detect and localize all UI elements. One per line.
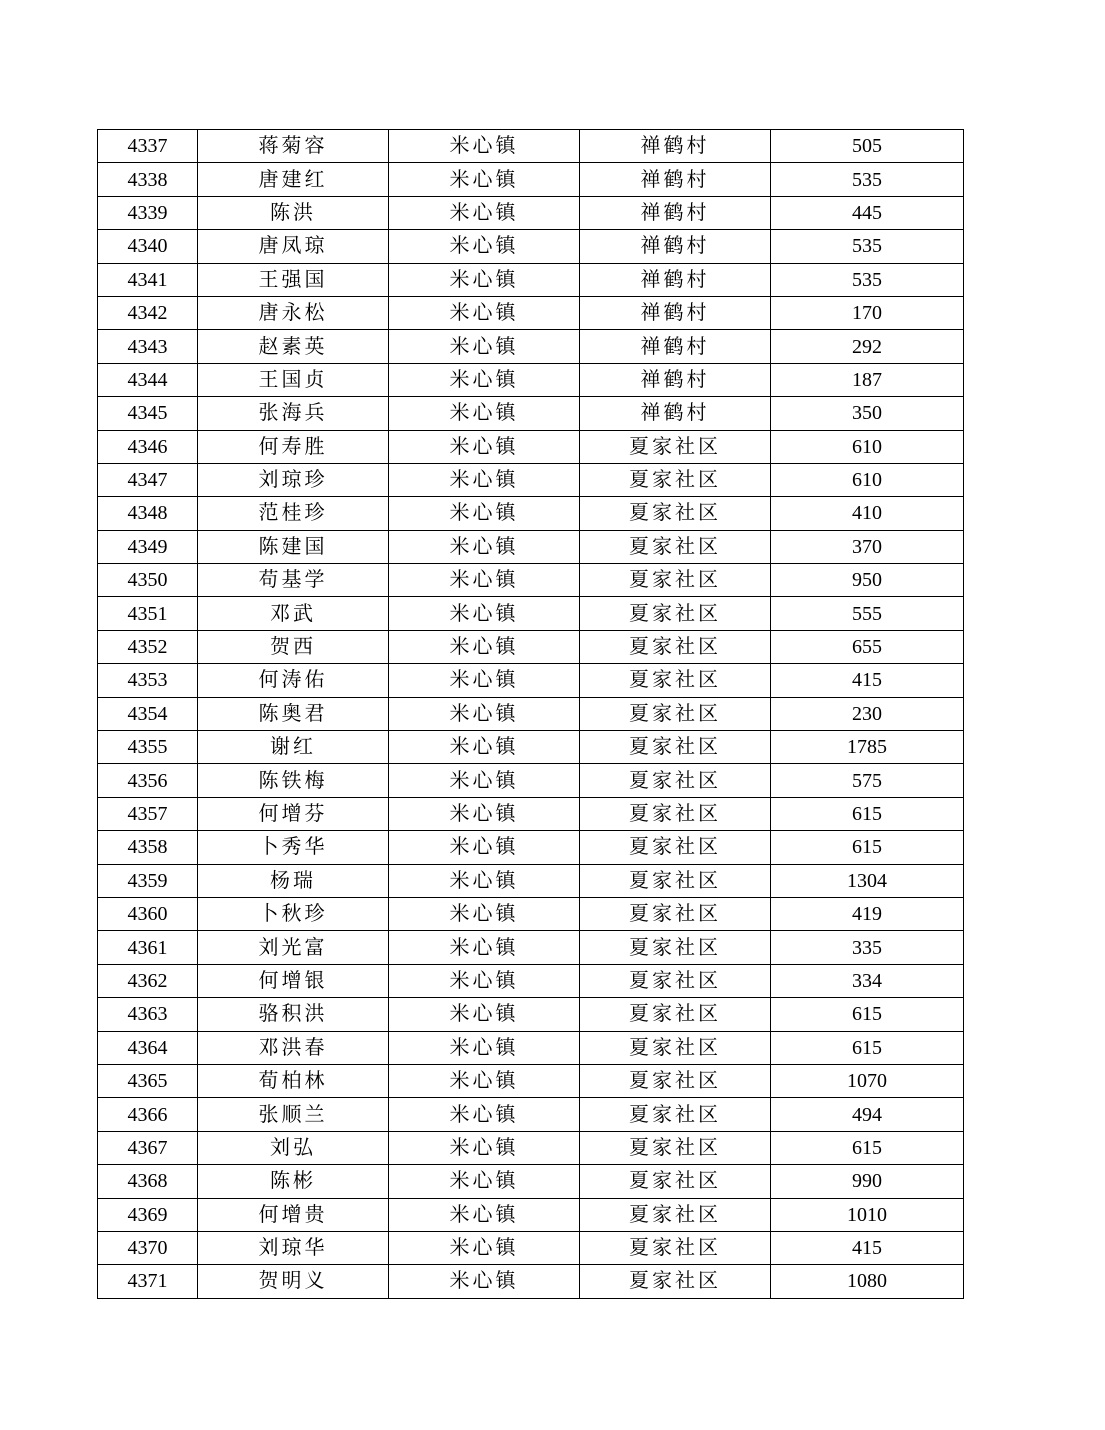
town-cell: 米心镇	[389, 130, 580, 163]
town-cell: 米心镇	[389, 931, 580, 964]
serial-number-cell: 4353	[98, 664, 198, 697]
town-cell: 米心镇	[389, 430, 580, 463]
name-cell: 唐建红	[198, 163, 389, 196]
amount-cell: 445	[771, 196, 964, 229]
name-cell: 王国贞	[198, 363, 389, 396]
serial-number-cell: 4370	[98, 1231, 198, 1264]
amount-cell: 950	[771, 564, 964, 597]
name-cell: 何涛佑	[198, 664, 389, 697]
name-cell: 唐凤琼	[198, 230, 389, 263]
table-row	[98, 363, 964, 396]
town-cell: 米心镇	[389, 363, 580, 396]
table-row	[98, 330, 964, 363]
name-cell: 张海兵	[198, 397, 389, 430]
serial-number-cell: 4367	[98, 1131, 198, 1164]
village-cell: 夏家社区	[580, 497, 771, 530]
table-row	[98, 1064, 964, 1097]
town-cell: 米心镇	[389, 230, 580, 263]
village-cell: 禅鹤村	[580, 263, 771, 296]
table-row	[98, 1031, 964, 1064]
town-cell: 米心镇	[389, 864, 580, 897]
serial-number-cell: 4354	[98, 697, 198, 730]
town-cell: 米心镇	[389, 1131, 580, 1164]
amount-cell: 415	[771, 1231, 964, 1264]
village-cell: 禅鹤村	[580, 163, 771, 196]
amount-cell: 1070	[771, 1064, 964, 1097]
village-cell: 夏家社区	[580, 697, 771, 730]
table-row	[98, 1231, 964, 1264]
amount-cell: 1080	[771, 1265, 964, 1298]
amount-cell: 335	[771, 931, 964, 964]
amount-cell: 1785	[771, 731, 964, 764]
amount-cell: 415	[771, 664, 964, 697]
table-row	[98, 130, 964, 163]
amount-cell: 610	[771, 463, 964, 496]
amount-cell: 615	[771, 831, 964, 864]
table-body	[98, 130, 964, 1299]
table-row	[98, 163, 964, 196]
town-cell: 米心镇	[389, 1165, 580, 1198]
table-row	[98, 530, 964, 563]
name-cell: 唐永松	[198, 296, 389, 329]
village-cell: 夏家社区	[580, 931, 771, 964]
name-cell: 贺西	[198, 630, 389, 663]
serial-number-cell: 4340	[98, 230, 198, 263]
serial-number-cell: 4345	[98, 397, 198, 430]
village-cell: 夏家社区	[580, 1198, 771, 1231]
village-cell: 禅鹤村	[580, 196, 771, 229]
amount-cell: 170	[771, 296, 964, 329]
amount-cell: 535	[771, 163, 964, 196]
table-row	[98, 964, 964, 997]
table-row	[98, 463, 964, 496]
serial-number-cell: 4349	[98, 530, 198, 563]
serial-number-cell: 4341	[98, 263, 198, 296]
village-cell: 夏家社区	[580, 998, 771, 1031]
name-cell: 陈洪	[198, 196, 389, 229]
village-cell: 夏家社区	[580, 864, 771, 897]
town-cell: 米心镇	[389, 897, 580, 930]
village-cell: 夏家社区	[580, 430, 771, 463]
town-cell: 米心镇	[389, 263, 580, 296]
table-row	[98, 397, 964, 430]
town-cell: 米心镇	[389, 1265, 580, 1298]
town-cell: 米心镇	[389, 1198, 580, 1231]
table-row	[98, 731, 964, 764]
amount-cell: 1304	[771, 864, 964, 897]
table-row	[98, 697, 964, 730]
amount-cell: 334	[771, 964, 964, 997]
serial-number-cell: 4358	[98, 831, 198, 864]
village-cell: 夏家社区	[580, 1064, 771, 1097]
amount-cell: 615	[771, 1131, 964, 1164]
village-cell: 夏家社区	[580, 630, 771, 663]
name-cell: 蒋菊容	[198, 130, 389, 163]
serial-number-cell: 4360	[98, 897, 198, 930]
town-cell: 米心镇	[389, 1098, 580, 1131]
serial-number-cell: 4368	[98, 1165, 198, 1198]
name-cell: 杨瑞	[198, 864, 389, 897]
village-cell: 夏家社区	[580, 463, 771, 496]
table-row	[98, 864, 964, 897]
amount-cell: 575	[771, 764, 964, 797]
amount-cell: 1010	[771, 1198, 964, 1231]
village-cell: 夏家社区	[580, 1031, 771, 1064]
town-cell: 米心镇	[389, 731, 580, 764]
village-cell: 夏家社区	[580, 797, 771, 830]
amount-cell: 350	[771, 397, 964, 430]
name-cell: 范桂珍	[198, 497, 389, 530]
name-cell: 陈铁梅	[198, 764, 389, 797]
name-cell: 王强国	[198, 263, 389, 296]
table-row	[98, 897, 964, 930]
village-cell: 夏家社区	[580, 897, 771, 930]
serial-number-cell: 4369	[98, 1198, 198, 1231]
name-cell: 邓武	[198, 597, 389, 630]
amount-cell: 410	[771, 497, 964, 530]
amount-cell: 535	[771, 230, 964, 263]
name-cell: 贺明义	[198, 1265, 389, 1298]
serial-number-cell: 4350	[98, 564, 198, 597]
name-cell: 何增银	[198, 964, 389, 997]
amount-cell: 615	[771, 1031, 964, 1064]
table-row	[98, 630, 964, 663]
name-cell: 卜秋珍	[198, 897, 389, 930]
town-cell: 米心镇	[389, 163, 580, 196]
serial-number-cell: 4351	[98, 597, 198, 630]
town-cell: 米心镇	[389, 564, 580, 597]
table-row	[98, 564, 964, 597]
village-cell: 夏家社区	[580, 664, 771, 697]
amount-cell: 615	[771, 998, 964, 1031]
serial-number-cell: 4346	[98, 430, 198, 463]
serial-number-cell: 4364	[98, 1031, 198, 1064]
table-row	[98, 296, 964, 329]
name-cell: 刘琼珍	[198, 463, 389, 496]
name-cell: 刘琼华	[198, 1231, 389, 1264]
serial-number-cell: 4362	[98, 964, 198, 997]
town-cell: 米心镇	[389, 463, 580, 496]
amount-cell: 187	[771, 363, 964, 396]
name-cell: 赵素英	[198, 330, 389, 363]
town-cell: 米心镇	[389, 764, 580, 797]
serial-number-cell: 4347	[98, 463, 198, 496]
serial-number-cell: 4355	[98, 731, 198, 764]
amount-cell: 615	[771, 797, 964, 830]
amount-cell: 655	[771, 630, 964, 663]
town-cell: 米心镇	[389, 797, 580, 830]
table-row	[98, 196, 964, 229]
village-cell: 夏家社区	[580, 764, 771, 797]
table-row	[98, 1165, 964, 1198]
village-cell: 禅鹤村	[580, 230, 771, 263]
name-cell: 陈奥君	[198, 697, 389, 730]
village-cell: 夏家社区	[580, 1131, 771, 1164]
amount-cell: 990	[771, 1165, 964, 1198]
village-cell: 禅鹤村	[580, 397, 771, 430]
amount-cell: 610	[771, 430, 964, 463]
town-cell: 米心镇	[389, 497, 580, 530]
town-cell: 米心镇	[389, 196, 580, 229]
village-cell: 夏家社区	[580, 964, 771, 997]
town-cell: 米心镇	[389, 597, 580, 630]
table-row	[98, 931, 964, 964]
name-cell: 荀柏林	[198, 1064, 389, 1097]
amount-cell: 230	[771, 697, 964, 730]
table-row	[98, 1131, 964, 1164]
town-cell: 米心镇	[389, 998, 580, 1031]
serial-number-cell: 4348	[98, 497, 198, 530]
serial-number-cell: 4338	[98, 163, 198, 196]
serial-number-cell: 4365	[98, 1064, 198, 1097]
village-cell: 禅鹤村	[580, 330, 771, 363]
name-cell: 陈彬	[198, 1165, 389, 1198]
serial-number-cell: 4371	[98, 1265, 198, 1298]
serial-number-cell: 4356	[98, 764, 198, 797]
village-cell: 夏家社区	[580, 564, 771, 597]
name-cell: 苟基学	[198, 564, 389, 597]
amount-cell: 494	[771, 1098, 964, 1131]
name-cell: 张顺兰	[198, 1098, 389, 1131]
table-row	[98, 430, 964, 463]
table-row	[98, 831, 964, 864]
serial-number-cell: 4339	[98, 196, 198, 229]
village-cell: 夏家社区	[580, 831, 771, 864]
name-cell: 谢红	[198, 731, 389, 764]
serial-number-cell: 4363	[98, 998, 198, 1031]
serial-number-cell: 4357	[98, 797, 198, 830]
amount-cell: 505	[771, 130, 964, 163]
town-cell: 米心镇	[389, 530, 580, 563]
town-cell: 米心镇	[389, 397, 580, 430]
table-row	[98, 1265, 964, 1298]
town-cell: 米心镇	[389, 630, 580, 663]
amount-cell: 555	[771, 597, 964, 630]
village-cell: 夏家社区	[580, 530, 771, 563]
table-row	[98, 764, 964, 797]
name-cell: 刘弘	[198, 1131, 389, 1164]
name-cell: 陈建国	[198, 530, 389, 563]
amount-cell: 419	[771, 897, 964, 930]
village-cell: 夏家社区	[580, 1231, 771, 1264]
village-cell: 夏家社区	[580, 1098, 771, 1131]
village-cell: 夏家社区	[580, 597, 771, 630]
serial-number-cell: 4361	[98, 931, 198, 964]
name-cell: 何寿胜	[198, 430, 389, 463]
village-cell: 禅鹤村	[580, 363, 771, 396]
table-row	[98, 1098, 964, 1131]
name-cell: 刘光富	[198, 931, 389, 964]
table-row	[98, 497, 964, 530]
town-cell: 米心镇	[389, 831, 580, 864]
table-row	[98, 1198, 964, 1231]
village-cell: 夏家社区	[580, 1265, 771, 1298]
town-cell: 米心镇	[389, 1064, 580, 1097]
name-cell: 邓洪春	[198, 1031, 389, 1064]
data-table	[97, 129, 964, 1299]
town-cell: 米心镇	[389, 296, 580, 329]
name-cell: 卜秀华	[198, 831, 389, 864]
serial-number-cell: 4337	[98, 130, 198, 163]
town-cell: 米心镇	[389, 964, 580, 997]
town-cell: 米心镇	[389, 697, 580, 730]
serial-number-cell: 4352	[98, 630, 198, 663]
amount-cell: 292	[771, 330, 964, 363]
serial-number-cell: 4359	[98, 864, 198, 897]
serial-number-cell: 4343	[98, 330, 198, 363]
village-cell: 夏家社区	[580, 1165, 771, 1198]
amount-cell: 535	[771, 263, 964, 296]
town-cell: 米心镇	[389, 1031, 580, 1064]
table-row	[98, 664, 964, 697]
name-cell: 骆积洪	[198, 998, 389, 1031]
table-row	[98, 597, 964, 630]
serial-number-cell: 4344	[98, 363, 198, 396]
town-cell: 米心镇	[389, 664, 580, 697]
town-cell: 米心镇	[389, 1231, 580, 1264]
village-cell: 夏家社区	[580, 731, 771, 764]
serial-number-cell: 4342	[98, 296, 198, 329]
table-row	[98, 263, 964, 296]
table-row	[98, 230, 964, 263]
town-cell: 米心镇	[389, 330, 580, 363]
name-cell: 何增贵	[198, 1198, 389, 1231]
name-cell: 何增芬	[198, 797, 389, 830]
village-cell: 禅鹤村	[580, 130, 771, 163]
village-cell: 禅鹤村	[580, 296, 771, 329]
table-row	[98, 998, 964, 1031]
table-row	[98, 797, 964, 830]
amount-cell: 370	[771, 530, 964, 563]
serial-number-cell: 4366	[98, 1098, 198, 1131]
